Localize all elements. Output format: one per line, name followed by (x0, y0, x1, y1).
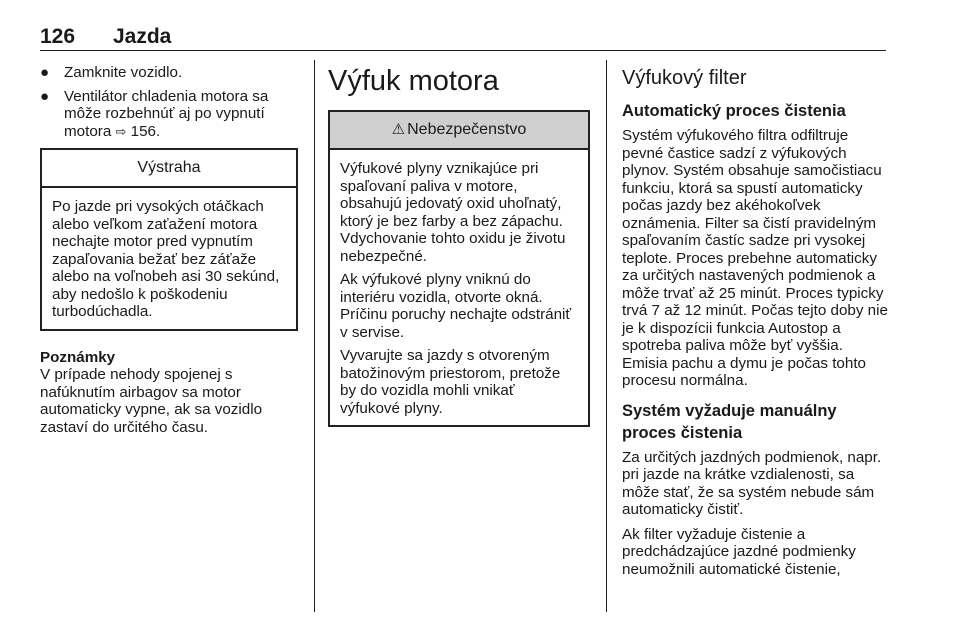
note-text: V prípade nehody spojenej s nafúknutím airbagov sa motor automaticky vypne, ak sa vozidlo zastaví do určitého času. (40, 366, 263, 436)
bullet-item (40, 64, 298, 82)
section-heading: Výfuk motora (328, 65, 499, 97)
column-divider (606, 60, 607, 612)
warning-triangle-icon: ⚠ (391, 121, 406, 138)
danger-paragraph: Vyvarujte sa jazdy s otvoreným batožinovým priestorom, pretože by do vozidla mohli vnikať výfukové plyny. (340, 347, 561, 417)
danger-box (328, 110, 590, 427)
page-reference: 156. (130, 122, 161, 140)
paragraph: Ak filter vyžaduje čistenie a predchádzajúce jazdné podmienky neumožnili automatické čistenie, (622, 525, 856, 578)
page-number: 126 (40, 25, 76, 48)
bullet-icon: ● (40, 87, 50, 105)
bullet-icon: ● (40, 64, 50, 81)
warning-box (40, 148, 298, 331)
bullet-item (40, 88, 298, 141)
paragraph: Za určitých jazdných podmienok, napr. pri jazde na krátke vzdialenosti, sa môže stať, že sa systém nebude sám automaticky čistiť. (622, 448, 882, 518)
subheading: Systém vyžaduje manuálny proces čistenia (622, 401, 837, 442)
column-middle (328, 64, 590, 427)
reference-arrow-icon: ⇨ (115, 123, 127, 139)
bullet-text: Zamknite vozidlo. (64, 64, 183, 81)
danger-title: Nebezpečenstvo (407, 121, 527, 138)
danger-paragraph: Výfukové plyny vznikajúce pri spaľovaní paliva v motore, obsahujú jedovatý oxid uhoľnatý, ktorý je bez farby a bez zápachu. Vdychovanie tohto oxidu je životu nebezpečné. (340, 160, 566, 265)
warning-text: Po jazde pri vysokých otáčkach alebo veľkom zaťažení motora nechajte motor pred vypnutím zapaľovania bežať bez záťaže alebo na voľnobeh asi 30 sekúnd, aby nedošlo k poškodeniu turbodúchadla. (52, 198, 280, 320)
section-title: Jazda (113, 25, 172, 48)
note-title: Poznámky (40, 348, 116, 366)
bullet-text: Ventilátor chladenia motora sa môže rozbehnúť aj po vypnutí motora (64, 87, 269, 140)
section-heading: Výfukový filter (622, 67, 747, 89)
column-right (622, 66, 888, 585)
warning-title: Výstraha (42, 150, 296, 188)
danger-header (330, 112, 588, 150)
column-divider (314, 60, 315, 612)
column-left (40, 64, 298, 436)
danger-paragraph: Ak výfukové plyny vniknú do interiéru vozidla, otvorte okná. Príčinu poruchy nechajte odstrániť v servise. (340, 271, 572, 341)
subheading: Automatický proces čistenia (622, 102, 846, 120)
page-header (40, 22, 886, 51)
paragraph: Systém výfukového filtra odfiltruje pevné častice sadzí z výfukových plynov. Systém obsahuje samočistiacu funkciu, ktorá sa spustí automaticky počas jazdy bez akéhokoľvek oznámenia. Filter sa čistí pravidelným spaľovaním častíc sadze pri vysokej teplote. Proces prebehne automaticky za určitých nastavených podmienok a môže trvať až 25 minút. Proces typicky trvá 7 až 12 minút. Počas tejto doby nie je k dispozícii funkcia Autostop a spotreba paliva môže byť vyššia. Emisia pachu a dymu je počas tohto procesu normálna. (622, 127, 888, 389)
